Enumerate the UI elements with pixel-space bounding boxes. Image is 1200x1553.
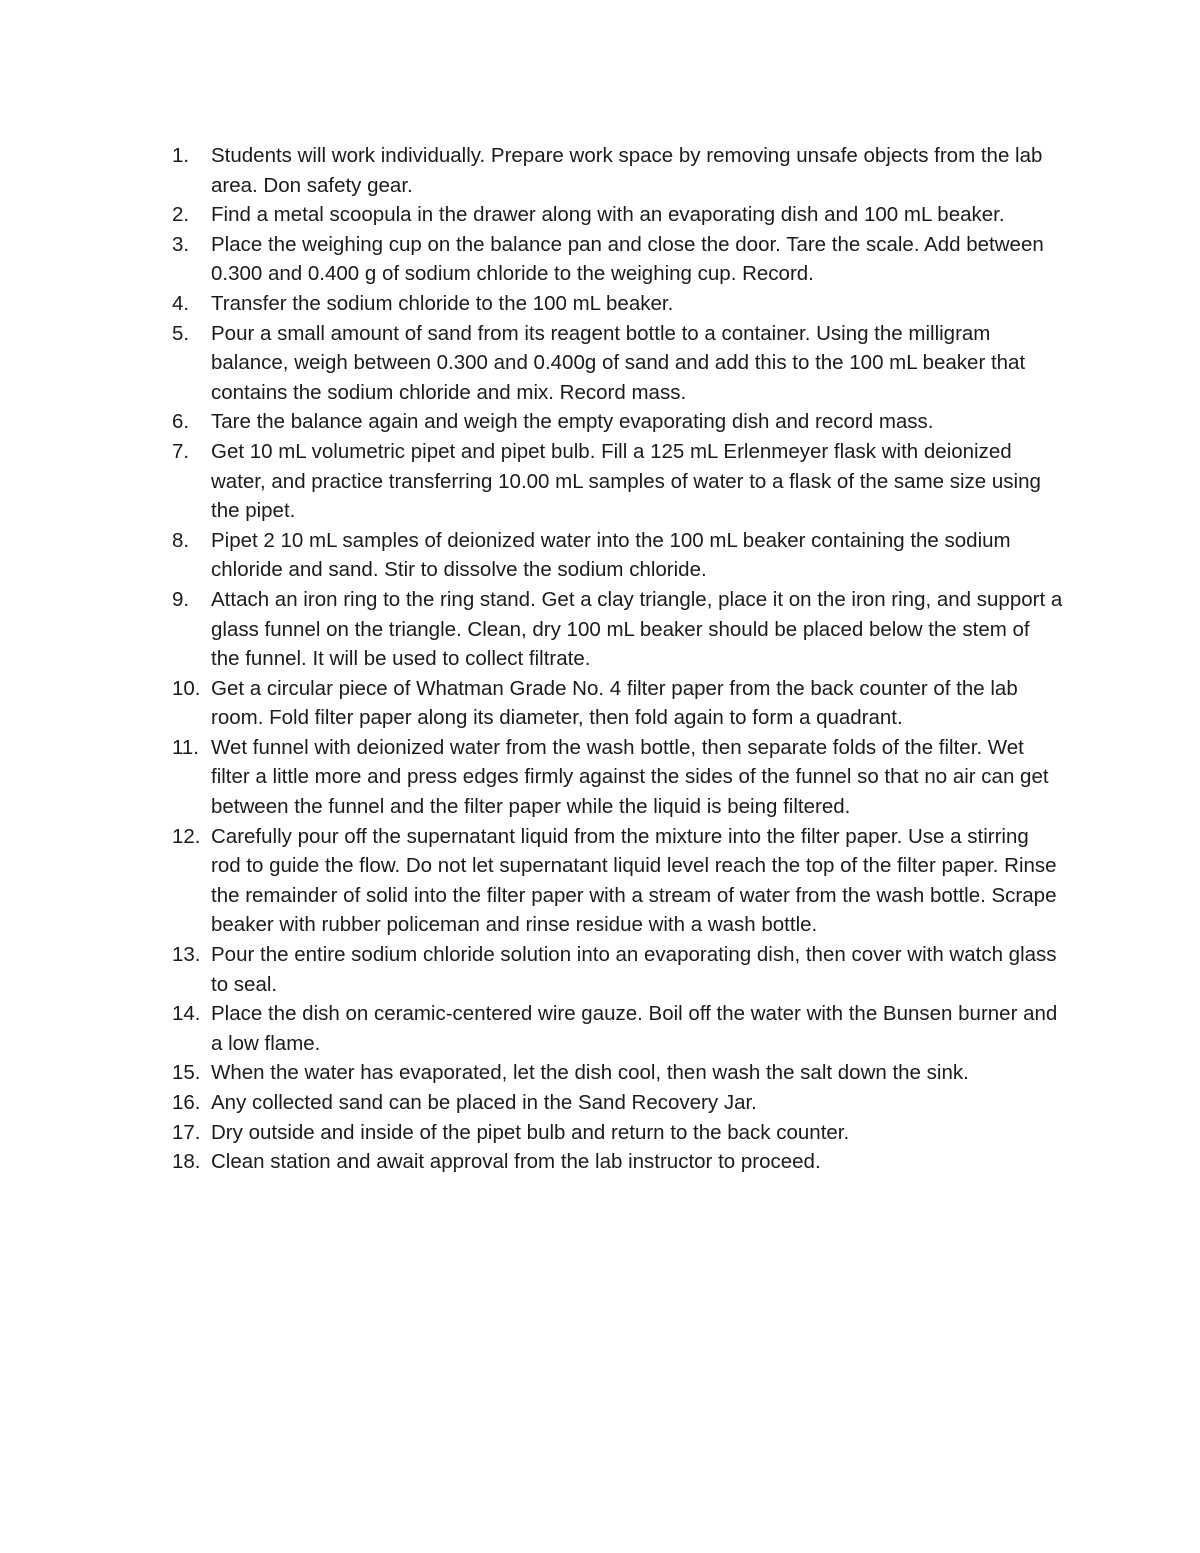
step-text: Get 10 mL volumetric pipet and pipet bulb. Fill a 125 mL Erlenmeyer flask with deionized water, and practice transferring 10.00 mL samples of water to a flask of the same size using the pipet. [211, 439, 1041, 523]
step-text: Dry outside and inside of the pipet bulb and return to the back counter. [211, 1120, 850, 1144]
step-text: Transfer the sodium chloride to the 100 mL beaker. [211, 291, 674, 315]
step-number: 4. [172, 291, 190, 315]
list-item [172, 289, 1072, 319]
list-item [172, 822, 1072, 940]
step-text: When the water has evaporated, let the dish cool, then wash the salt down the sink. [211, 1061, 969, 1085]
step-number: 7. [172, 439, 190, 463]
step-number: 9. [172, 587, 190, 611]
step-number: 14. [172, 1002, 201, 1026]
step-number: 10. [172, 676, 201, 700]
step-number: 1. [172, 144, 190, 167]
list-item [172, 1058, 1072, 1088]
list-item [172, 999, 1072, 1058]
step-text: Place the dish on ceramic-centered wire gauze. Boil off the water with the Bunsen burner and a low flame. [211, 1002, 1058, 1055]
list-item [172, 407, 1072, 437]
list-item [172, 585, 1072, 674]
step-text: Any collected sand can be placed in the Sand Recovery Jar. [211, 1091, 757, 1114]
step-number: 8. [172, 528, 190, 552]
step-number: 16. [172, 1091, 201, 1114]
list-item [172, 1147, 1072, 1177]
step-text: Tare the balance again and weigh the empty evaporating dish and record mass. [211, 410, 934, 434]
step-number: 12. [172, 824, 201, 848]
step-text: Clean station and await approval from the lab instructor to proceed. [211, 1150, 821, 1174]
step-number: 17. [172, 1120, 201, 1144]
step-text: Find a metal scoopula in the drawer along with an evaporating dish and 100 mL beaker. [211, 203, 1005, 227]
list-item [172, 141, 1072, 200]
list-item [172, 319, 1072, 408]
step-text: Attach an iron ring to the ring stand. Get a clay triangle, place it on the iron ring, and support a glass funnel on the triangle. Clean, dry 100 mL beaker should be placed below the stem of the funnel. It will be used to collect filtrate. [211, 587, 1063, 671]
step-number: 15. [172, 1061, 201, 1085]
list-item [172, 526, 1072, 585]
step-number: 3. [172, 232, 190, 256]
step-text: Wet funnel with deionized water from the wash bottle, then separate folds of the filter. Wet filter a little more and press edges firmly against the sides of the funnel so that no air can get between the funnel and the filter paper while the liquid is being filtered. [211, 735, 1049, 819]
procedure-list [172, 141, 1072, 1177]
step-text: Carefully pour off the supernatant liquid from the mixture into the filter paper. Use a stirring rod to guide the flow. Do not let supernatant liquid level reach the top of the filter paper. Rinse the remainder of solid into the filter paper with a stream of water from the wash bottle. Scrape beaker with rubber policeman and rinse residue with a wash bottle. [211, 824, 1057, 937]
step-text: Students will work individually. Prepare work space by removing unsafe objects from the lab area. Don safety gear. [211, 144, 1043, 197]
list-item [172, 733, 1072, 822]
list-item [172, 674, 1072, 733]
step-number: 18. [172, 1150, 201, 1174]
step-text: Pipet 2 10 mL samples of deionized water into the 100 mL beaker containing the sodium chloride and sand. Stir to dissolve the sodium chloride. [211, 528, 1011, 582]
step-number: 2. [172, 203, 190, 227]
list-item [172, 1088, 1072, 1118]
list-item [172, 437, 1072, 526]
step-number: 13. [172, 943, 201, 967]
list-item [172, 940, 1072, 999]
step-text: Get a circular piece of Whatman Grade No. 4 filter paper from the back counter of the lab room. Fold filter paper along its diameter, then fold again to form a quadrant. [211, 676, 1018, 730]
step-number: 6. [172, 410, 190, 434]
step-text: Place the weighing cup on the balance pan and close the door. Tare the scale. Add between 0.300 and 0.400 g of sodium chloride to the weighing cup. Record. [211, 232, 1044, 286]
step-number: 5. [172, 321, 190, 345]
step-text: Pour a small amount of sand from its reagent bottle to a container. Using the milligram balance, weigh between 0.300 and 0.400g of sand and add this to the 100 mL beaker that contains the sodium chloride and mix. Record mass. [211, 321, 1026, 404]
step-number: 11. [172, 735, 199, 759]
list-item [172, 1118, 1072, 1148]
list-item [172, 200, 1072, 230]
step-text: Pour the entire sodium chloride solution into an evaporating dish, then cover with watch glass to seal. [211, 943, 1057, 996]
list-item [172, 230, 1072, 289]
